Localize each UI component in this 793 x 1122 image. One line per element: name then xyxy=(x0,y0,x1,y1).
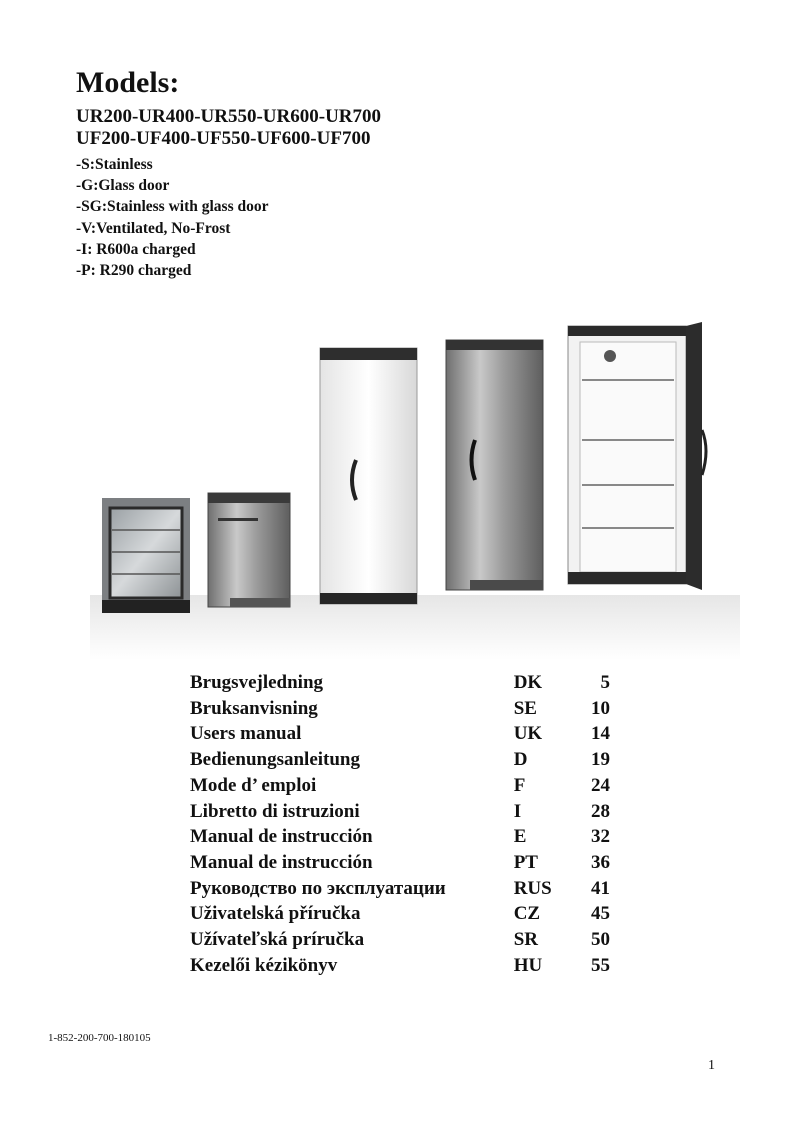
toc-code: I xyxy=(513,800,522,822)
toc-code: RUS xyxy=(513,877,552,899)
fridge-glass-door-unit xyxy=(102,498,190,613)
toc-row xyxy=(190,799,610,825)
language-toc xyxy=(190,670,610,978)
toc-page: 50 xyxy=(591,929,610,951)
toc-language: Bruksanvisning xyxy=(190,697,318,719)
toc-code: CZ xyxy=(513,903,541,925)
toc-page: 41 xyxy=(591,877,610,899)
variant-item: -SG:Stainless with glass door xyxy=(76,198,269,216)
toc-page: 14 xyxy=(591,723,610,745)
toc-language: Uživatelská příručka xyxy=(190,903,361,925)
variant-list xyxy=(76,154,269,281)
variant-item: -I: R600a charged xyxy=(76,240,196,258)
toc-language: Руководство по эксплуатации xyxy=(190,877,446,899)
variant-item: -G:Glass door xyxy=(76,177,170,195)
fridge-tall-white-unit xyxy=(320,348,417,604)
toc-row xyxy=(190,876,610,902)
document-number: 1-852-200-700-180105 xyxy=(48,1032,151,1044)
product-photo xyxy=(90,300,740,660)
toc-page: 36 xyxy=(591,851,610,873)
model-line-uf: UF200-UF400-UF550-UF600-UF700 xyxy=(76,128,371,149)
page-title: Models: xyxy=(76,66,180,99)
toc-language: Mode d’ emploi xyxy=(190,774,317,796)
model-line-ur: UR200-UR400-UR550-UR600-UR700 xyxy=(76,106,382,127)
toc-row xyxy=(190,850,610,876)
toc-page: 32 xyxy=(591,826,610,848)
toc-language: Manual de instrucción xyxy=(190,851,373,873)
toc-code: SR xyxy=(513,929,538,951)
toc-code: PT xyxy=(513,851,538,873)
variant-item: -S:Stainless xyxy=(76,156,153,173)
fridge-stainless-small-unit xyxy=(208,493,290,607)
toc-code: UK xyxy=(513,723,543,745)
fridge-tall-stainless-unit xyxy=(446,340,543,590)
toc-code: D xyxy=(513,749,528,771)
toc-code: E xyxy=(513,826,527,848)
toc-row xyxy=(190,670,610,696)
toc-row xyxy=(190,824,610,850)
toc-language: Kezelői kézikönyv xyxy=(190,954,338,976)
toc-page: 45 xyxy=(591,903,610,925)
toc-row xyxy=(190,747,610,773)
toc-language: Užívateľská príručka xyxy=(190,929,365,951)
toc-row xyxy=(190,953,610,979)
variant-item: -P: R290 charged xyxy=(76,262,192,280)
toc-page: 24 xyxy=(591,774,610,796)
toc-page: 5 xyxy=(600,672,610,693)
toc-code: F xyxy=(513,774,526,796)
toc-row xyxy=(190,773,610,799)
toc-row xyxy=(190,696,610,722)
toc-row xyxy=(190,927,610,953)
variant-item: -V:Ventilated, No-Frost xyxy=(76,219,231,237)
toc-page: 19 xyxy=(591,749,610,771)
toc-page: 28 xyxy=(591,800,610,822)
toc-row xyxy=(190,721,610,747)
page-number: 1 xyxy=(708,1058,715,1073)
fridge-open-door-unit xyxy=(568,322,706,590)
toc-row xyxy=(190,901,610,927)
model-list xyxy=(76,106,381,150)
toc-language: Libretto di istruzioni xyxy=(190,800,360,822)
toc-language: Manual de instrucción xyxy=(190,826,373,848)
toc-language: Bedienungsanleitung xyxy=(190,749,360,771)
toc-language: Brugsvejledning xyxy=(190,672,324,693)
toc-page: 55 xyxy=(591,954,610,976)
toc-code: DK xyxy=(513,672,543,693)
toc-code: HU xyxy=(513,954,543,976)
toc-language: Users manual xyxy=(190,723,302,745)
toc-code: SE xyxy=(513,697,537,719)
toc-page: 10 xyxy=(591,697,610,719)
